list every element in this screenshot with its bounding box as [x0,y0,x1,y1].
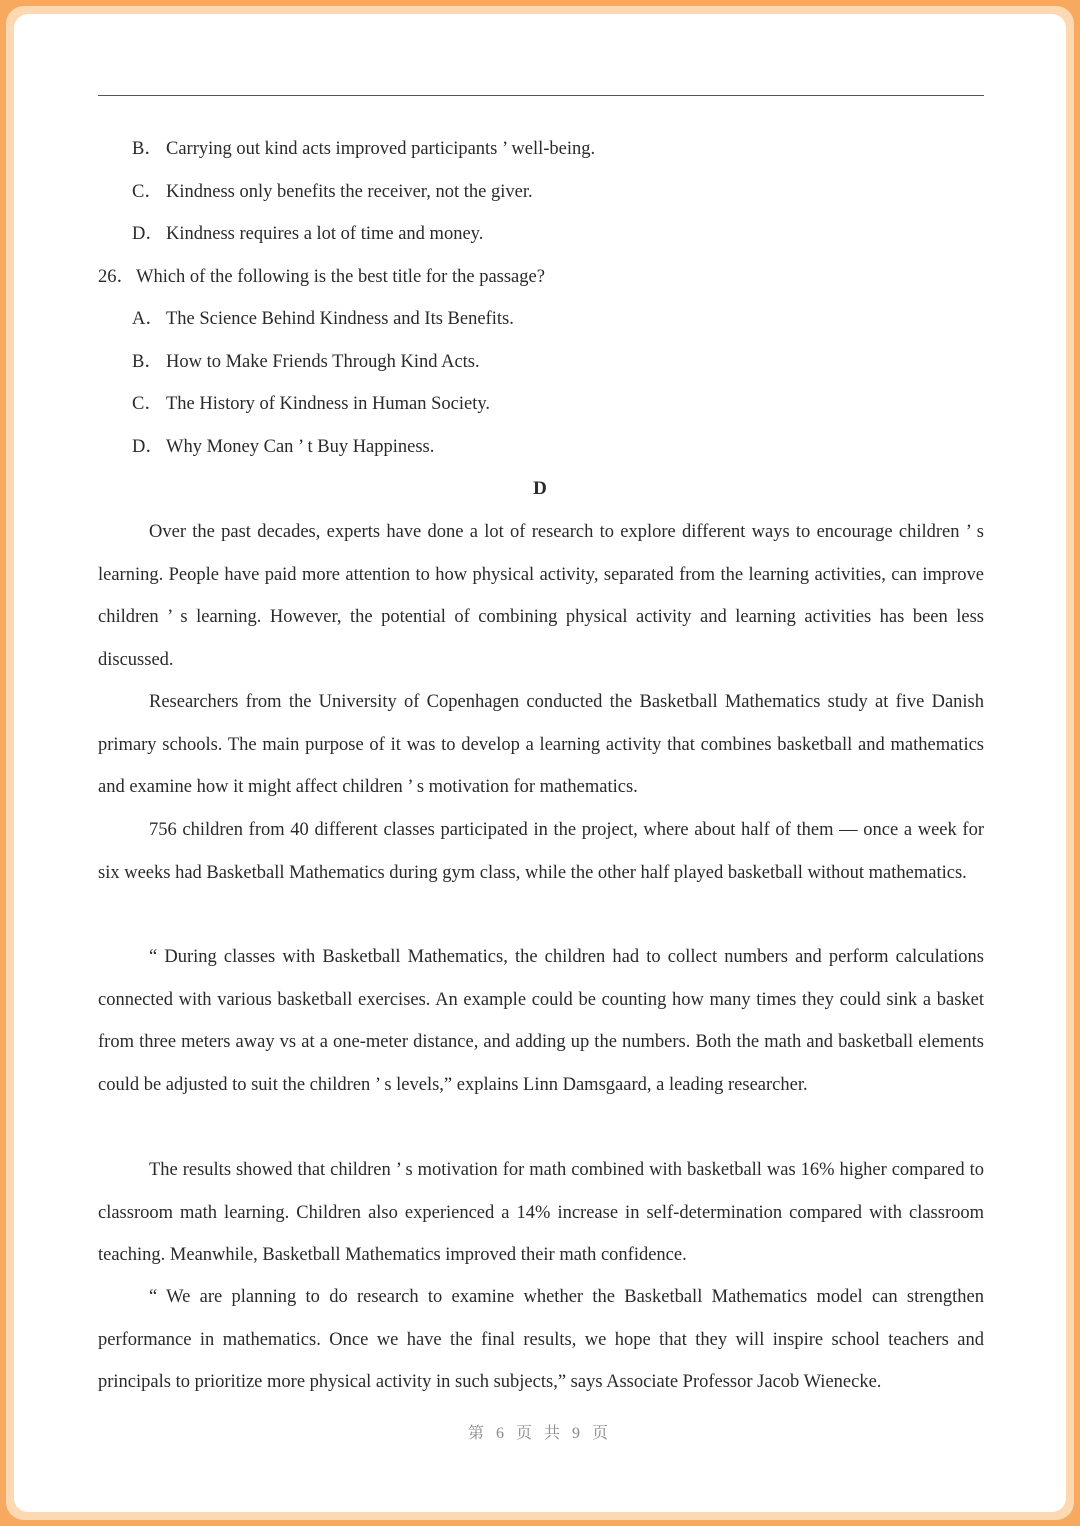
page-footer: 第 6 页 共 9 页 [467,1425,612,1442]
q26-option-d: D． Why Money Can ’ t Buy Happiness. [132,437,435,457]
header-rule [98,95,984,96]
option-b-prev: B． Carrying out kind acts improved participants ’ well-being. [132,139,596,159]
paragraph-6: “ We are planning to do research to examine whether the Basketball Mathematics model can strengthen performance in mathematics. Once we have the final results, we hope that they will inspire school teachers and principals to prioritize more physical activity in such subjects,” says Associate Professor Jacob Wienecke. [98,1287,984,1393]
paragraph-3: 756 children from 40 different classes participated in the project, where about half of them — once a week for six weeks had Basketball Mathematics during gym class, while the other half played basketball without mathematics. [98,820,984,883]
option-c-prev: C． Kindness only benefits the receiver, not the giver. [132,182,533,202]
q26-option-b: B． How to Make Friends Through Kind Acts. [132,352,480,372]
question-26: 26．Which of the following is the best title for the passage? [98,267,545,287]
section-title: D [533,478,547,499]
paragraph-2: Researchers from the University of Copenhagen conducted the Basketball Mathematics study at five Danish primary schools. The main purpose of it was to develop a learning activity that combines basketball and mathematics and examine how it might affect children ’ s motivation for mathematics. [98,692,984,798]
paragraph-1: Over the past decades, experts have done a lot of research to explore different ways to encourage children ’ s learning. People have paid more attention to how physical activity, separated from the learning activities, can improve children ’ s learning. However, the potential of combining physical activity and learning activities has been less discussed. [98,522,984,670]
paragraph-4: “ During classes with Basketball Mathematics, the children had to collect numbers and perform calculations connected with various basketball exercises. An example could be counting how many times they could sink a basket from three meters away vs at a one-meter distance, and adding up the numbers. Both the math and basketball elements could be adjusted to suit the children ’ s levels,” explains Linn Damsgaard, a leading researcher. [98,947,984,1095]
option-d-prev: D． Kindness requires a lot of time and money. [132,224,484,244]
q26-option-c: C． The History of Kindness in Human Society. [132,394,491,414]
paragraph-5: The results showed that children ’ s motivation for math combined with basketball was 16% higher compared to classroom math learning. Children also experienced a 14% increase in self-determination compared with classroom teaching. Meanwhile, Basketball Mathematics improved their math confidence. [98,1160,984,1266]
q26-option-a: A． The Science Behind Kindness and Its Benefits. [132,309,514,329]
